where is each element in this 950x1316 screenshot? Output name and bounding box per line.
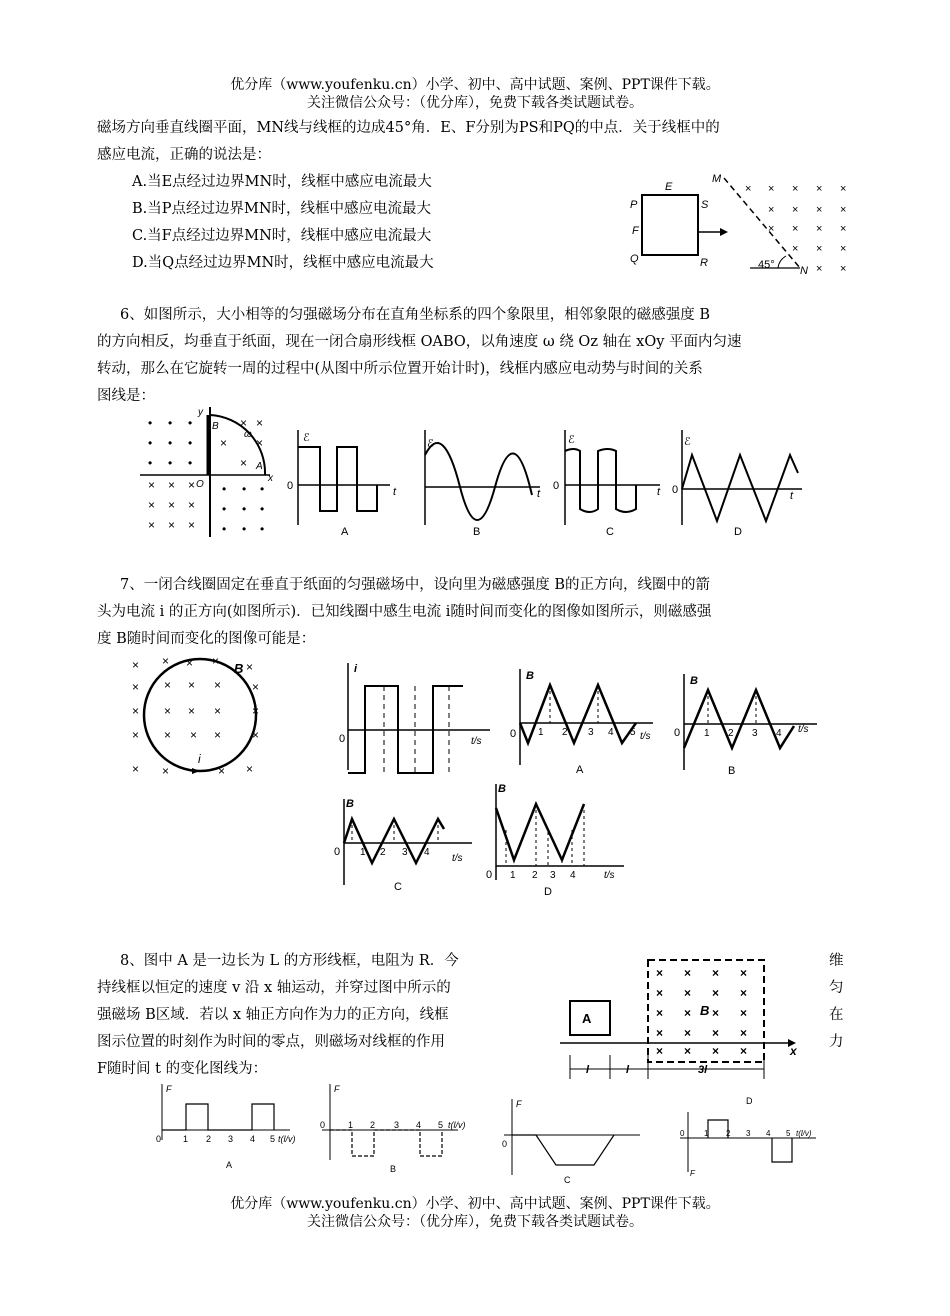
- q6-c-emf-label: ℰ: [568, 434, 575, 446]
- svg-text:×: ×: [816, 183, 823, 195]
- svg-text:×: ×: [252, 728, 260, 742]
- q8-label-x: x: [790, 1044, 797, 1058]
- q7-label-b: B: [234, 661, 244, 676]
- svg-text:×: ×: [840, 243, 847, 255]
- q7-a-t-label: t/s: [640, 731, 651, 742]
- svg-text:×: ×: [740, 1026, 748, 1040]
- q6-text-line-1: 6、如图所示，大小相等的匀强磁场分布在直角坐标系的四个象限里，相邻象限的磁感强度 B: [120, 307, 710, 323]
- svg-text:×: ×: [186, 656, 194, 670]
- q6-label-y: y: [198, 407, 203, 418]
- svg-text:×: ×: [792, 183, 799, 195]
- q7-text-line-3: 度 B随时间而变化的图像可能是：: [97, 631, 316, 647]
- q7-c-t-label: t/s: [452, 853, 463, 864]
- q5-label-s: S: [701, 199, 709, 211]
- q7-current-graph: [335, 658, 500, 773]
- q6-label-omega: ω: [244, 429, 252, 440]
- svg-text:×: ×: [162, 764, 170, 778]
- svg-text:×: ×: [240, 416, 248, 430]
- svg-text:×: ×: [656, 986, 664, 1000]
- svg-text:×: ×: [164, 704, 172, 718]
- q5-label-m: M: [712, 173, 722, 185]
- svg-text:•: •: [260, 502, 265, 516]
- q7-c-b-label: B: [346, 798, 354, 810]
- q6-graph-c: [550, 425, 665, 538]
- svg-text:•: •: [168, 416, 173, 430]
- svg-text:×: ×: [220, 436, 228, 450]
- svg-text:×: ×: [164, 728, 172, 742]
- q8-a-tick-4: 4: [250, 1134, 256, 1144]
- q5-label-e: E: [665, 181, 673, 193]
- q8-a-t-label: t(l/v): [278, 1134, 296, 1144]
- q7-label-i: i: [198, 752, 201, 766]
- svg-text:×: ×: [214, 704, 222, 718]
- q7-a-tick-4: 4: [608, 727, 614, 738]
- footer-line-1: 优分库（www.youfenku.cn）小学、初中、高中试题、案例、PPT课件下载。: [230, 1196, 720, 1212]
- svg-text:×: ×: [712, 1026, 720, 1040]
- q7-c-tick-2: 2: [380, 847, 386, 858]
- q7-graph-d: [484, 780, 634, 900]
- svg-text:×: ×: [840, 223, 847, 235]
- q8-choice-c: C: [564, 1175, 571, 1185]
- svg-text:•: •: [188, 456, 193, 470]
- svg-text:•: •: [168, 456, 173, 470]
- q5-label-r: R: [700, 257, 708, 269]
- svg-text:×: ×: [188, 498, 196, 512]
- svg-text:×: ×: [684, 986, 692, 1000]
- svg-text:×: ×: [252, 704, 260, 718]
- q8-d-origin: 0: [680, 1129, 685, 1138]
- q6-a-t-label: t: [393, 486, 397, 498]
- svg-text:×: ×: [168, 478, 176, 492]
- q8-label-l-2: l: [626, 1064, 630, 1076]
- q7-text-line-1: 7、一闭合线圈固定在垂直于纸面的匀强磁场中，设向里为磁感强度 B的正方向，线圈中的箭: [120, 577, 710, 593]
- svg-text:×: ×: [712, 966, 720, 980]
- q7-a-tick-3: 3: [588, 727, 594, 738]
- q8-graph-a: [150, 1080, 300, 1175]
- svg-text:•: •: [188, 416, 193, 430]
- svg-text:×: ×: [246, 660, 254, 674]
- q8-right-char-1: 维: [829, 953, 844, 969]
- q5-figure: [620, 168, 860, 278]
- q7-choice-c: C: [394, 881, 402, 893]
- q8-text-line-3: 强磁场 B区域．若以 x 轴正方向作为力的正方向，线框: [97, 1007, 449, 1023]
- q5-option-c: C.当F点经过边界MN时，线框中感应电流最大: [132, 228, 432, 244]
- q7-graph-a: [508, 665, 658, 775]
- svg-text:×: ×: [792, 243, 799, 255]
- q6-d-origin: 0: [672, 484, 679, 496]
- header-line-1: 优分库（www.youfenku.cn）小学、初中、高中试题、案例、PPT课件下载。: [230, 77, 720, 93]
- svg-text:•: •: [188, 436, 193, 450]
- svg-text:×: ×: [256, 416, 264, 430]
- q7-b-b-label: B: [690, 675, 698, 687]
- svg-text:×: ×: [246, 762, 254, 776]
- svg-text:×: ×: [132, 762, 140, 776]
- q5-option-d: D.当Q点经过边界MN时，线框中感应电流最大: [132, 255, 434, 271]
- svg-text:×: ×: [684, 1006, 692, 1020]
- q6-d-t-label: t: [790, 490, 794, 502]
- q7-choice-b: B: [728, 765, 736, 777]
- svg-text:×: ×: [252, 680, 260, 694]
- q7-c-tick-1: 1: [360, 847, 366, 858]
- q6-b-t-label: t: [537, 488, 541, 500]
- q8-d-t-label: t(l/v): [796, 1129, 812, 1138]
- q8-a-f-label: F: [166, 1084, 172, 1094]
- q8-d-tick-5: 5: [786, 1129, 791, 1138]
- q8-a-tick-3: 3: [228, 1134, 234, 1144]
- svg-text:×: ×: [740, 966, 748, 980]
- svg-text:•: •: [242, 502, 247, 516]
- svg-text:×: ×: [712, 986, 720, 1000]
- svg-text:×: ×: [214, 678, 222, 692]
- svg-text:×: ×: [168, 498, 176, 512]
- q7-c-origin: 0: [334, 846, 341, 858]
- q8-right-char-3: 在: [829, 1007, 844, 1023]
- svg-text:×: ×: [656, 1006, 664, 1020]
- svg-text:×: ×: [816, 263, 823, 275]
- q7-b-origin: 0: [674, 727, 681, 739]
- q7-a-tick-5: 5: [630, 727, 636, 738]
- q7-b-t-label: t/s: [798, 724, 809, 735]
- q8-b-tick-2: 2: [370, 1120, 376, 1130]
- q8-d-tick-2: 2: [726, 1129, 731, 1138]
- q8-text-line-2: 持线框以恒定的速度 v 沿 x 轴运动，并穿过图中所示的: [97, 980, 451, 996]
- svg-text:×: ×: [132, 680, 140, 694]
- q8-b-tick-5: 5: [438, 1120, 444, 1130]
- svg-text:•: •: [242, 482, 247, 496]
- svg-text:×: ×: [840, 263, 847, 275]
- svg-text:×: ×: [132, 704, 140, 718]
- q8-a-tick-1: 1: [183, 1134, 189, 1144]
- q7-current-i-label: i: [354, 663, 358, 675]
- q6-a-emf-label: ℰ: [303, 432, 310, 444]
- svg-text:×: ×: [212, 654, 220, 668]
- q5-option-b: B.当P点经过边界MN时，线框中感应电流最大: [132, 201, 432, 217]
- svg-text:×: ×: [816, 243, 823, 255]
- q5-label-p: P: [630, 199, 638, 211]
- q5-label-angle: 45°: [758, 259, 775, 271]
- q7-b-tick-3: 3: [752, 728, 758, 739]
- q6-choice-b: B: [473, 526, 481, 538]
- q8-b-tick-3: 3: [394, 1120, 400, 1130]
- q7-current-t-label: t/s: [471, 736, 482, 747]
- q6-graph-b: [405, 425, 545, 538]
- svg-text:•: •: [242, 522, 247, 536]
- svg-text:•: •: [260, 482, 265, 496]
- svg-text:•: •: [222, 502, 227, 516]
- q7-d-tick-4: 4: [570, 870, 576, 881]
- svg-text:×: ×: [816, 204, 823, 216]
- q8-graph-d: [676, 1092, 826, 1187]
- q8-a-tick-5: 5: [270, 1134, 276, 1144]
- svg-text:×: ×: [684, 1026, 692, 1040]
- svg-text:×: ×: [816, 223, 823, 235]
- q8-b-tick-1: 1: [348, 1120, 354, 1130]
- svg-text:×: ×: [712, 1044, 720, 1058]
- q7-b-tick-1: 1: [704, 728, 710, 739]
- svg-text:×: ×: [132, 728, 140, 742]
- svg-text:×: ×: [768, 183, 775, 195]
- q6-b-emf-label: ℰ: [427, 438, 434, 450]
- q6-a-origin: 0: [287, 480, 294, 492]
- svg-text:×: ×: [188, 678, 196, 692]
- svg-text:•: •: [148, 456, 153, 470]
- q7-graph-b: [672, 670, 822, 780]
- q6-choice-a: A: [341, 526, 349, 538]
- q7-b-tick-2: 2: [728, 728, 734, 739]
- svg-text:×: ×: [740, 1044, 748, 1058]
- svg-text:×: ×: [656, 1044, 664, 1058]
- q8-label-b: B: [700, 1003, 710, 1018]
- svg-text:×: ×: [745, 183, 752, 195]
- svg-text:×: ×: [740, 986, 748, 1000]
- q7-d-b-label: B: [498, 783, 506, 795]
- svg-text:×: ×: [656, 1026, 664, 1040]
- q5-text-line-1: 磁场方向垂直线圈平面，MN线与线框的边成45°角．E、F分别为PS和PQ的中点．关于线框中的: [97, 120, 720, 136]
- q6-text-line-2: 的方向相反，均垂直于纸面，现在一闭合扇形线框 OABO，以角速度 ω 绕 Oz 轴在 xOy 平面内匀速: [97, 334, 742, 350]
- q7-a-tick-2: 2: [562, 727, 568, 738]
- q6-label-b: B: [212, 421, 219, 432]
- q8-text-line-1: 8、图中 A 是一边长为 L 的方形线框，电阻为 R．今: [120, 953, 459, 969]
- q8-choice-d: D: [746, 1096, 753, 1106]
- q6-graph-a: [285, 425, 400, 538]
- q8-a-tick-2: 2: [206, 1134, 212, 1144]
- svg-text:×: ×: [684, 1044, 692, 1058]
- svg-text:×: ×: [684, 966, 692, 980]
- svg-text:×: ×: [840, 204, 847, 216]
- q5-label-q: Q: [630, 253, 639, 265]
- q7-coil-figure: [128, 655, 268, 780]
- svg-text:•: •: [222, 522, 227, 536]
- svg-text:•: •: [168, 436, 173, 450]
- svg-text:×: ×: [188, 518, 196, 532]
- q6-quadrant-figure: [140, 407, 275, 537]
- svg-text:×: ×: [256, 436, 264, 450]
- q7-current-origin: 0: [339, 733, 346, 745]
- q8-c-origin: 0: [502, 1139, 508, 1149]
- q8-field-figure: [560, 955, 805, 1080]
- svg-text:×: ×: [712, 1006, 720, 1020]
- q7-a-tick-1: 1: [538, 727, 544, 738]
- footer-line-2: 关注微信公众号：（优分库），免费下载各类试题试卷。: [307, 1214, 643, 1230]
- svg-text:×: ×: [190, 728, 198, 742]
- q8-b-origin: 0: [320, 1120, 326, 1130]
- q5-label-n: N: [800, 265, 808, 277]
- header-line-2: 关注微信公众号：（优分库），免费下载各类试题试卷。: [307, 95, 643, 111]
- q5-square-frame: [642, 195, 698, 255]
- svg-text:×: ×: [148, 498, 156, 512]
- q8-choice-b: B: [390, 1164, 397, 1174]
- q8-d-tick-4: 4: [766, 1129, 771, 1138]
- q8-right-char-4: 力: [829, 1034, 844, 1050]
- q8-b-f-label: F: [334, 1084, 340, 1094]
- q8-d-tick-1: 1: [704, 1129, 709, 1138]
- q5-boundary-mn: [724, 178, 800, 268]
- q8-d-f-label: F: [690, 1169, 695, 1178]
- q8-text-line-5: F随时间 t 的变化图线为：: [97, 1061, 268, 1077]
- q8-graph-c: [500, 1095, 650, 1190]
- q7-d-tick-2: 2: [532, 870, 538, 881]
- svg-text:×: ×: [768, 223, 775, 235]
- q6-c-t-label: t: [657, 486, 661, 498]
- q7-c-tick-4: 4: [424, 847, 430, 858]
- q6-c-origin: 0: [553, 480, 560, 492]
- svg-text:×: ×: [148, 478, 156, 492]
- q6-choice-d: D: [734, 526, 742, 538]
- q7-choice-d: D: [544, 886, 552, 898]
- q5-text-line-2: 感应电流，正确的说法是：: [97, 147, 271, 163]
- svg-text:×: ×: [840, 183, 847, 195]
- svg-text:×: ×: [792, 204, 799, 216]
- q7-text-line-2: 头为电流 i 的正方向(如图所示)．已知线圈中感生电流 i随时间而变化的图像如图所示，则磁感强: [97, 604, 712, 620]
- svg-text:×: ×: [164, 678, 172, 692]
- q8-c-f-label: F: [516, 1099, 522, 1109]
- svg-text:×: ×: [148, 518, 156, 532]
- q7-d-tick-1: 1: [510, 870, 516, 881]
- q7-c-tick-3: 3: [402, 847, 408, 858]
- q8-label-l-1: l: [586, 1064, 590, 1076]
- q8-label-3l: 3l: [698, 1064, 708, 1076]
- q8-right-char-2: 匀: [829, 980, 844, 996]
- q7-choice-a: A: [576, 764, 584, 776]
- svg-text:×: ×: [740, 1006, 748, 1020]
- q7-a-origin: 0: [510, 728, 517, 740]
- q7-d-t-label: t/s: [604, 870, 615, 881]
- svg-text:×: ×: [656, 966, 664, 980]
- q7-a-b-label: B: [526, 670, 534, 682]
- svg-text:•: •: [148, 416, 153, 430]
- svg-text:×: ×: [792, 223, 799, 235]
- q6-graph-d: [672, 425, 807, 538]
- svg-text:×: ×: [162, 654, 170, 668]
- svg-text:×: ×: [768, 204, 775, 216]
- svg-text:×: ×: [214, 728, 222, 742]
- q6-label-o: O: [196, 479, 204, 490]
- q8-d-tick-3: 3: [746, 1129, 751, 1138]
- q7-d-origin: 0: [486, 869, 493, 881]
- q8-b-tick-4: 4: [416, 1120, 422, 1130]
- q8-a-origin: 0: [156, 1134, 162, 1144]
- svg-text:•: •: [260, 522, 265, 536]
- svg-text:×: ×: [188, 704, 196, 718]
- q7-graph-c: [332, 795, 482, 905]
- q7-d-tick-3: 3: [550, 870, 556, 881]
- svg-text:•: •: [222, 482, 227, 496]
- q6-label-a: A: [256, 461, 263, 472]
- q7-b-tick-4: 4: [776, 728, 782, 739]
- q8-choice-a: A: [226, 1160, 233, 1170]
- q6-text-line-3: 转动，那么在它旋转一周的过程中(从图中所示位置开始计时)，线框内感应电动势与时间的关系: [97, 361, 703, 377]
- q8-text-line-4: 图示位置的时刻作为时间的零点，则磁场对线框的作用: [97, 1034, 445, 1050]
- svg-text:×: ×: [188, 478, 196, 492]
- q6-label-x: x: [268, 473, 273, 484]
- q5-option-a: A.当E点经过边界MN时，线框中感应电流最大: [132, 174, 432, 190]
- q8-label-a: A: [582, 1011, 592, 1026]
- svg-text:•: •: [148, 436, 153, 450]
- q8-graph-b: [318, 1080, 478, 1175]
- svg-text:×: ×: [218, 764, 226, 778]
- svg-text:×: ×: [168, 518, 176, 532]
- q6-text-line-4: 图线是：: [97, 388, 155, 404]
- q8-b-t-label: t(l/v): [448, 1120, 466, 1130]
- q6-d-emf-label: ℰ: [684, 436, 691, 448]
- q6-choice-c: C: [606, 526, 614, 538]
- svg-text:×: ×: [132, 658, 140, 672]
- svg-text:×: ×: [240, 456, 248, 470]
- q5-label-f: F: [632, 225, 639, 237]
